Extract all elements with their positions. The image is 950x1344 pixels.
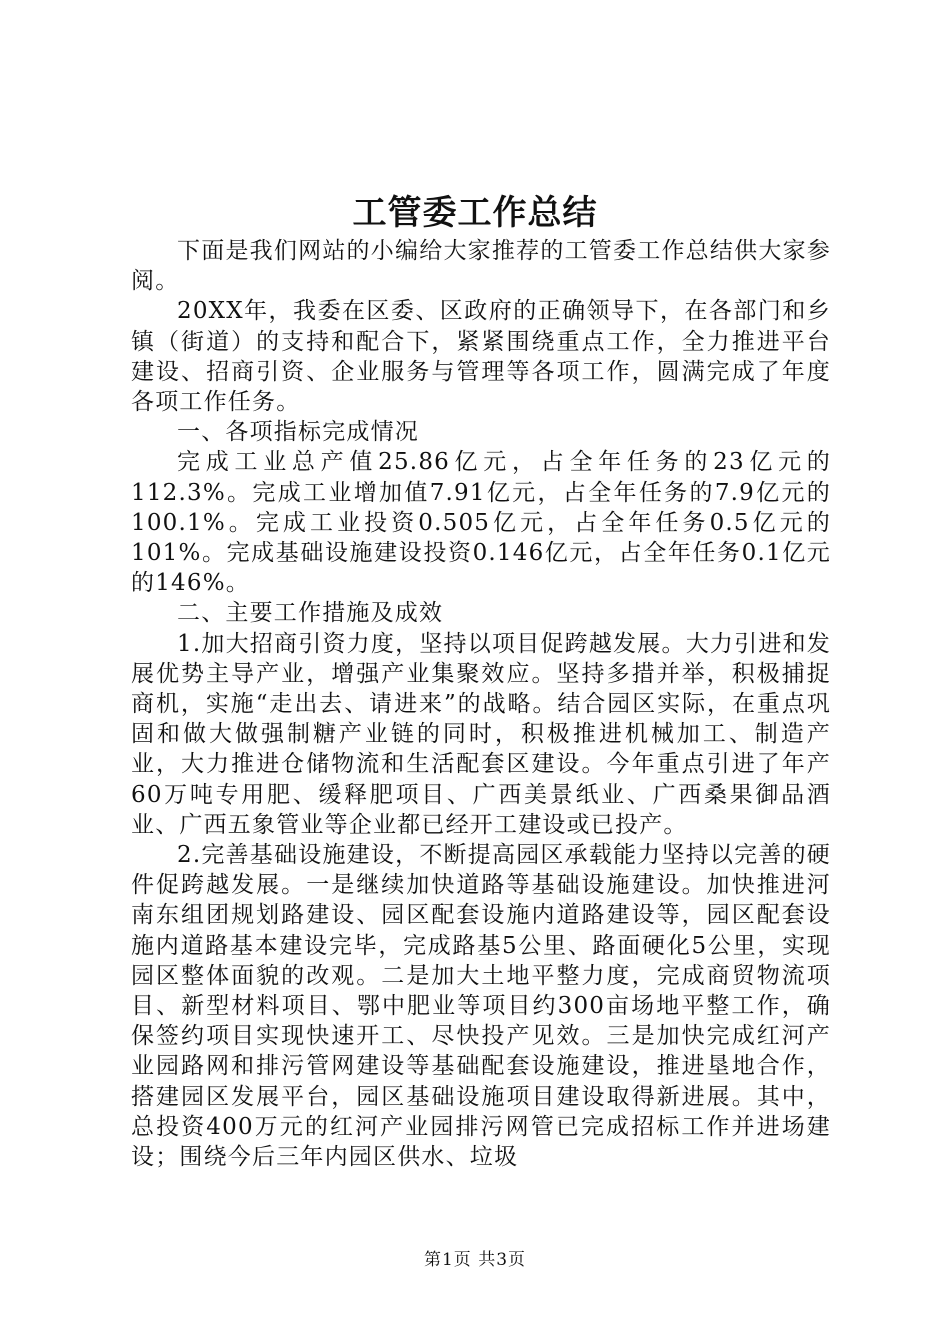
indicators-paragraph: 完成工业总产值25.86亿元，占全年任务的23亿元的112.3%。完成工业增加值7.91亿元，占全年任务的7.9亿元的100.1%。完成工业投资0.505亿元，占全年任务0.5亿元的101%。完成基础设施建设投资0.146亿元，占全年任务0.1亿元的146%。 [131,449,831,597]
measure-2-paragraph: 2.完善基础设施建设，不断提高园区承载能力坚持以完善的硬件促跨越发展。一是继续加快道路等基础设施建设。加快推进河南东组团规划路建设、园区配套设施内道路建设等，园区配套设施内道路基本建设完毕，完成路基5公里、路面硬化5公里，实现园区整体面貌的改观。二是加大土地平整力度，完成商贸物流项目、新型材料项目、鄂中肥业等项目约300亩场地平整工作，确保签约项目实现快速开工、尽快投产见效。三是加快完成红河产业园路网和排污管网建设等基础配套设施建设，推进垦地合作，搭建园区发展平台，园区基础设施项目建设取得新进展。其中，总投资400万元的红河产业园排污网管已完成招标工作并进场建设；围绕今后三年内园区供水、垃圾 [131,842,831,1171]
document-body [131,236,831,1172]
section-heading-measures: 二、主要工作措施及成效 [177,600,444,627]
page-footer: 第1页 共3页 [423,1250,527,1270]
measure-1-paragraph: 1.加大招商引资力度，坚持以项目促跨越发展。大力引进和发展优势主导产业，增强产业集聚效应。坚持多措并举，积极捕捉商机，实施“走出去、请进来”的战略。结合园区实际，在重点巩固和做大做强制糖产业链的同时，积极推进机械加工、制造产业，大力推进仓储物流和生活配套区建设。今年重点引进了年产60万吨专用肥、缓释肥项目、广西美景纸业、广西桑果御品酒业、广西五象管业等企业都已经开工建设或已投产。 [131,630,831,838]
document-title: 工管委工作总结 [352,193,598,233]
overview-paragraph: 20XX年，我委在区委、区政府的正确领导下，在各部门和乡镇（街道）的支持和配合下，紧紧围绕重点工作，全力推进平台建设、招商引资、企业服务与管理等各项工作，圆满完成了年度各项工作任务。 [131,298,831,416]
section-heading-indicators: 一、各项指标完成情况 [177,419,419,446]
intro-paragraph: 下面是我们网站的小编给大家推荐的工管委工作总结供大家参阅。 [131,238,831,295]
